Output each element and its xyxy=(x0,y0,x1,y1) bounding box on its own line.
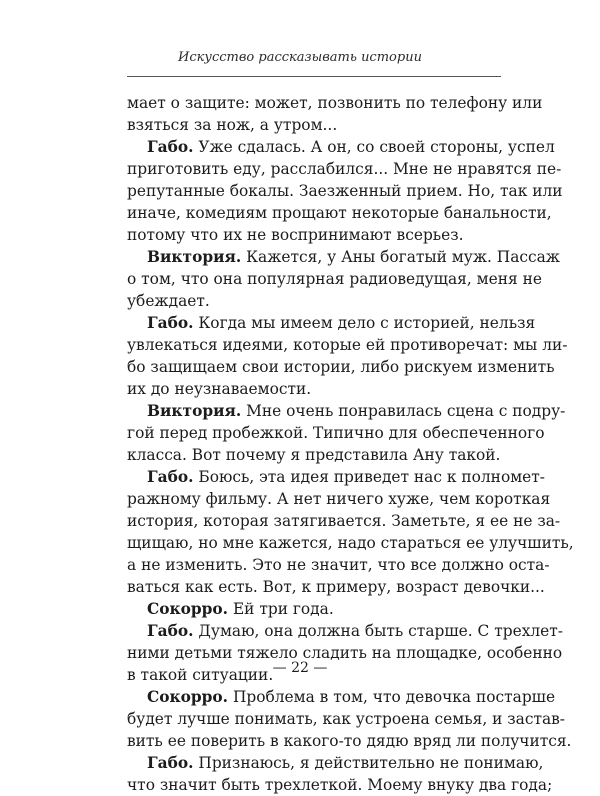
line-text: репутанные бокалы. Заезженный прием. Но, так или xyxy=(127,182,563,200)
line-text: Признаюсь, я действительно не понимаю, xyxy=(193,754,544,772)
text-line xyxy=(127,598,501,620)
speaker-name: Габо. xyxy=(147,138,194,156)
speaker-name: Габо. xyxy=(147,468,194,486)
line-text: взяться за нож, а утром... xyxy=(127,116,338,134)
running-title: Искусство рассказывать истории xyxy=(178,50,422,65)
line-text: класса. Вот почему я представила Ану такой. xyxy=(127,446,501,464)
text-line xyxy=(127,730,572,752)
speaker-name: Виктория. xyxy=(147,402,242,420)
text-line xyxy=(127,422,545,444)
line-text: Проблема в том, что девочка постарше xyxy=(228,688,556,706)
header-rule xyxy=(127,76,501,77)
line-text: вить ее поверить в какого-то дядю вряд ли получится. xyxy=(127,732,572,750)
text-line xyxy=(127,576,545,598)
text-line xyxy=(127,708,566,730)
line-text: Уже сдалась. А он, со своей стороны, успел xyxy=(193,138,555,156)
text-line xyxy=(127,444,501,466)
text-line xyxy=(127,488,551,510)
line-text: убеждает. xyxy=(127,292,210,310)
text-line xyxy=(127,356,555,378)
text-line xyxy=(127,290,501,312)
line-text: бо защищаем свои истории, либо рискуем изменить xyxy=(127,358,555,376)
line-text: что значит быть трехлеткой. Моему внуку два года; xyxy=(127,776,553,794)
text-line xyxy=(127,378,501,400)
line-text: Кажется, у Аны богатый муж. Пассаж xyxy=(241,248,560,266)
line-text: ражному фильму. А нет ничего хуже, чем короткая xyxy=(127,490,551,508)
speaker-name: Сокорро. xyxy=(147,600,229,618)
text-line xyxy=(127,158,562,180)
speaker-name: Сокорро. xyxy=(147,688,229,706)
line-text: Когда мы имеем дело с историей, нельзя xyxy=(193,314,536,332)
text-line xyxy=(127,92,543,114)
line-text: Боюсь, эта идея приведет нас к полномет- xyxy=(193,468,546,486)
text-line xyxy=(127,114,501,136)
speaker-name: Габо. xyxy=(147,622,194,640)
text-line xyxy=(127,224,501,246)
line-text: ваться как есть. Вот, к примеру, возраст девочки... xyxy=(127,578,545,596)
speaker-name: Виктория. xyxy=(147,248,242,266)
body-text xyxy=(127,92,574,796)
text-line xyxy=(127,202,552,224)
text-line xyxy=(127,136,555,158)
line-text: гой перед пробежкой. Типично для обеспеченного xyxy=(127,424,545,442)
text-line xyxy=(127,532,574,554)
text-line xyxy=(127,180,563,202)
text-line xyxy=(127,752,544,774)
line-text: о том, что она популярная радиоведущая, меня не xyxy=(127,270,542,288)
speaker-name: Габо. xyxy=(147,314,194,332)
text-line xyxy=(127,312,536,334)
line-text: их до неузнаваемости. xyxy=(127,380,312,398)
text-line xyxy=(127,466,546,488)
line-text: а не изменить. Это не значит, что все должно оста- xyxy=(127,556,550,574)
page-number: — 22 — xyxy=(272,660,328,676)
line-text: увлекаться идеями, которые ей противоречат: мы ли- xyxy=(127,336,568,354)
line-text: щищаю, но мне кажется, надо стараться ее улучшить, xyxy=(127,534,574,552)
line-text: Мне очень понравилась сцена с подру- xyxy=(241,402,566,420)
line-text: Ей три года. xyxy=(228,600,334,618)
line-text: в такой ситуации. xyxy=(127,666,274,684)
line-text: Думаю, она должна быть старше. С трехлет- xyxy=(193,622,563,640)
text-line xyxy=(127,554,550,576)
line-text: мает о защите: может, позвонить по телефону или xyxy=(127,94,543,112)
text-line xyxy=(127,686,556,708)
text-line xyxy=(127,620,563,642)
line-text: история, которая затягивается. Заметьте, я ее не за- xyxy=(127,512,561,530)
speaker-name: Габо. xyxy=(147,754,194,772)
text-line xyxy=(127,268,542,290)
line-text: потому что их не воспринимают всерьез. xyxy=(127,226,464,244)
text-line xyxy=(127,400,566,422)
text-line xyxy=(127,246,560,268)
text-line xyxy=(127,334,568,356)
line-text: будет лучше понимать, как устроена семья, и застав- xyxy=(127,710,566,728)
line-text: иначе, комедиям прощают некоторые банальности, xyxy=(127,204,552,222)
line-text: приготовить еду, расслабился... Мне не нравятся пе- xyxy=(127,160,562,178)
line-text: ними детьми тяжело сладить на площадке, особенно xyxy=(127,644,563,662)
text-line xyxy=(127,510,561,532)
text-line xyxy=(127,774,553,796)
